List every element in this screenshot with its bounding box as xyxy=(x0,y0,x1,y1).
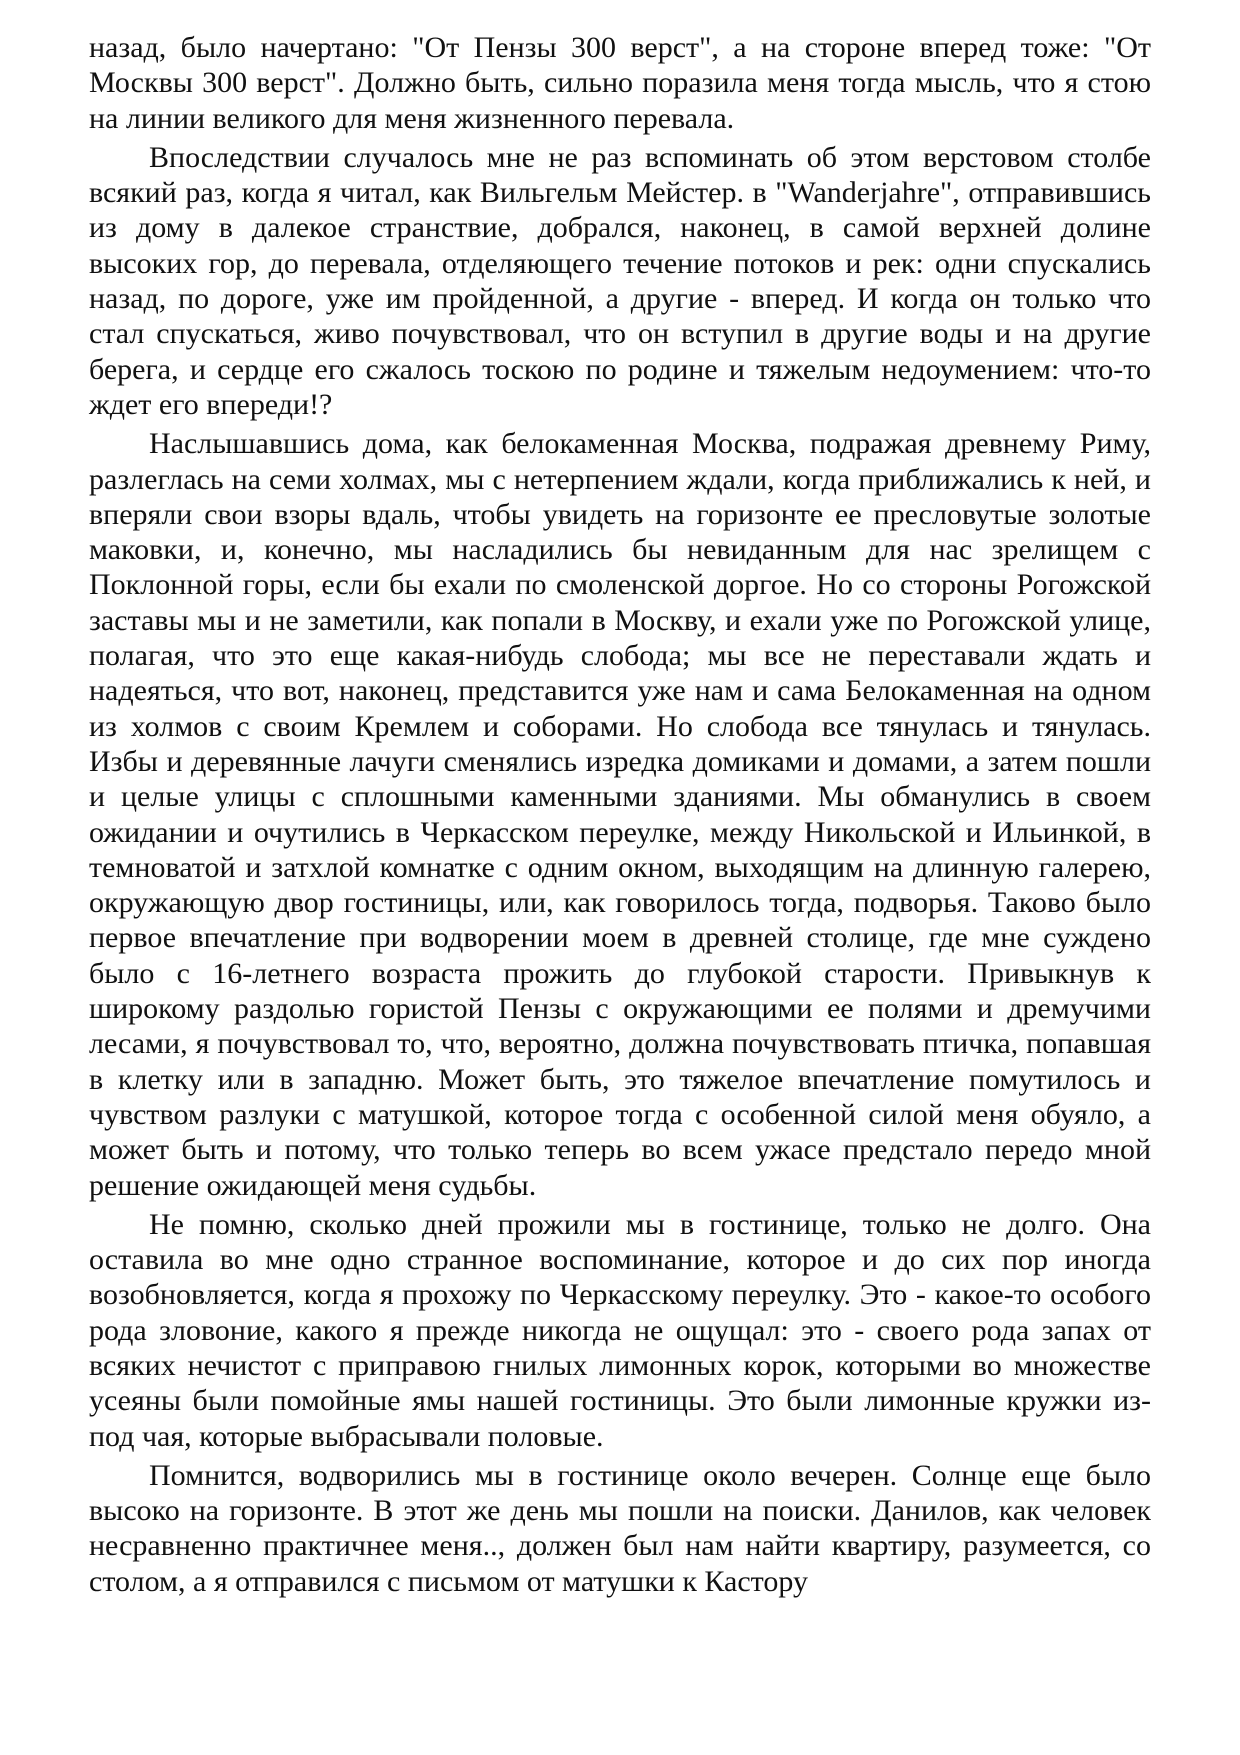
document-page xyxy=(89,30,1151,1603)
paragraph-5: Помнится, водворились мы в гостинице около вечерен. Солнце еще было высоко на горизонте. В этот же день мы пошли на поиски. Данилов, как человек несравненно практичнее меня.., должен был нам найти квартиру, разумеется, со столом, а я отправился с письмом от матушки к Кастору xyxy=(89,1458,1151,1598)
paragraph-1: назад, было начертано: "От Пензы 300 верст", а на стороне вперед тоже: "От Москвы 300 верст". Должно быть, сильно поразила меня тогда мысль, что я стою на линии великого для меня жизненного перевала. xyxy=(89,31,1151,135)
paragraph-2: Впоследствии случалось мне не раз вспоминать об этом верстовом столбе всякий раз, когда я читал, как Вильгельм Мейстер. в "Wanderjahre", отправившись из дому в далекое странствие, добрался, наконец, в самой верхней долине высоких гор, до перевала, отделяющего течение потоков и рек: одни спускались назад, по дороге, уже им пройденной, а другие - вперед. И когда он только что стал спускаться, живо почувствовал, что он вступил в другие воды и на другие берега, и сердце его сжалось тоскою по родине и тяжелым недоумением: что-то ждет его впереди!? xyxy=(89,140,1151,421)
paragraph-4: Не помню, сколько дней прожили мы в гостинице, только не долго. Она оставила во мне одно странное воспоминание, которое и до сих пор иногда возобновляется, когда я прохожу по Черкасскому переулку. Это - какое-то особого рода зловоние, какого я прежде никогда не ощущал: это - своего рода запах от всяких нечистот с приправою гнилых лимонных корок, которыми во множестве усеяны были помойные ямы нашей гостиницы. Это были лимонные кружки из-под чая, которые выбрасывали половые. xyxy=(89,1207,1151,1453)
paragraph-3: Наслышавшись дома, как белокаменная Москва, подражая древнему Риму, разлеглась на семи холмах, мы с нетерпением ждали, когда приближались к ней, и вперяли свои взоры вдаль, чтобы увидеть на горизонте ее пресловутые золотые маковки, и, конечно, мы насладились бы невиданным для нас зрелищем с Поклонной горы, если бы ехали по смоленской доргое. Но со стороны Рогожской заставы мы и не заметили, как попали в Москву, и ехали уже по Рогожской улице, полагая, что это еще какая-нибудь слобода; мы все не переставали ждать и надеяться, что вот, наконец, представится уже нам и сама Белокаменная на одном из холмов с своим Кремлем и соборами. Но слобода все тянулась и тянулась. Избы и деревянные лачуги сменялись изредка домиками и домами, а затем пошли и целые улицы с сплошными каменными зданиями. Мы обманулись в своем ожидании и очутились в Черкасском переулке, между Никольской и Ильинкой, в темноватой и затхлой комнатке с одним окном, выходящим на длинную галерею, окружающую двор гостиницы, или, как говорилось тогда, подворья. Таково было первое впечатление при водворении моем в древней столице, где мне суждено было с 16-летнего возраста прожить до глубокой старости. Привыкнув к широкому раздолью гористой Пензы с окружающими ее полями и дремучими лесами, я почувствовал то, что, вероятно, должна почувствовать птичка, попавшая в клетку или в западню. Может быть, это тяжелое впечатление помутилось и чувством разлуки с матушкой, которое тогда с особенной силой меня обуяло, а может быть и потому, что только теперь во всем ужасе предстало передо мной решение ожидающей меня судьбы. xyxy=(89,427,1151,1202)
